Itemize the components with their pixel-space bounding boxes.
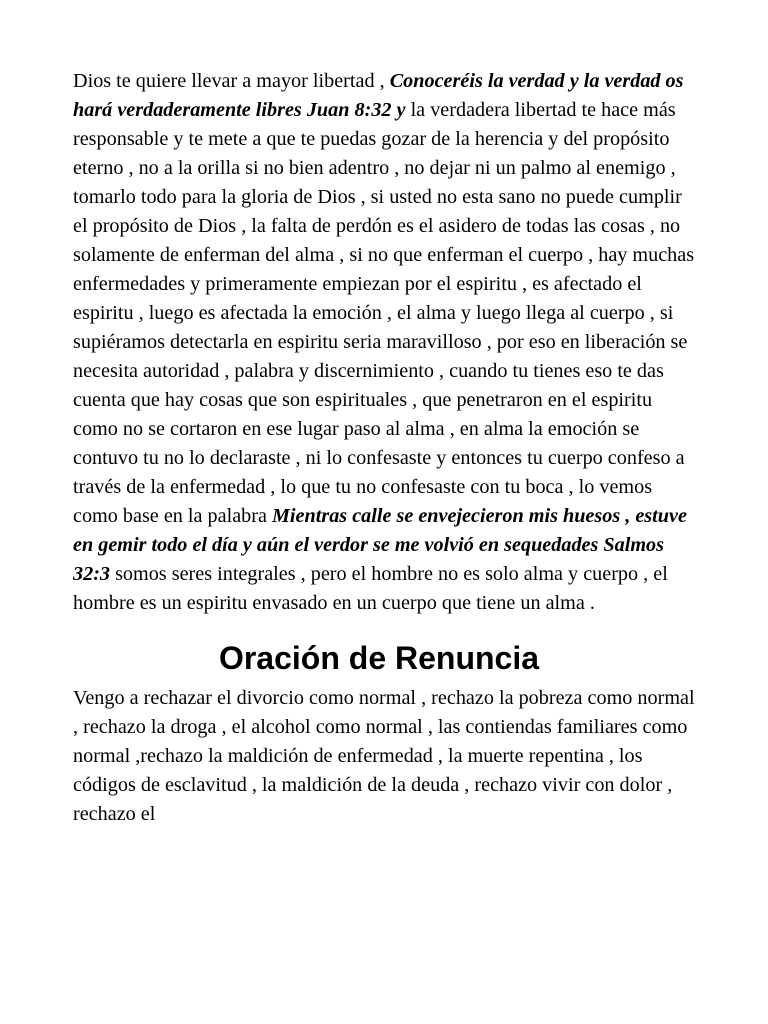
intro-body-text: la verdadera libertad te hace más responsable y te mete a que te puedas gozar de la herencia y del propósito eterno , no a la orilla si no bien adentro , no dejar ni un palmo al enemigo , tomarlo todo para la gloria de Dios , si usted no esta sano no puede cumplir el propósito de Dios , la falta de perdón es el asidero de todas las cosas , no solamente de enferman del alma , si no que enferman el cuerpo , hay muchas enfermedades y primeramente empiezan por el espiritu , es afectado el espiritu , luego es afectada la emoción , el alma y luego llega al cuerpo , si supiéramos detectarla en espiritu seria maravilloso , por eso en liberación se necesita autoridad , palabra y discernimiento , cuando tu tienes eso te das cuenta que hay cosas que son espirituales , que penetraron en el espiritu como no se cortaron en ese lugar paso al alma , en alma la emoción se contuvo tu no lo declaraste , ni lo confesaste y entonces tu cuerpo confeso a través de la enfermedad , lo que tu no confesaste con tu boca , lo vemos como base en la palabra xyxy=(73,99,695,527)
intro-lead-text: Dios te quiere llevar a mayor libertad , xyxy=(73,70,390,92)
intro-tail-text: somos seres integrales , pero el hombre no es solo alma y cuerpo , el hombre es un espiritu envasado en un cuerpo que tiene un alma . xyxy=(73,563,668,614)
scripture-quote-salmos: Mientras calle se envejecieron mis huesos , estuve en gemir todo el día y aún el verdor se me volvió en sequedades Salmos 32:3 xyxy=(73,505,687,585)
renunciation-paragraph: Vengo a rechazar el divorcio como normal , rechazo la pobreza como normal , rechazo la droga , el alcohol como normal , las contiendas familiares como normal ,rechazo la maldición de enfermedad , la muerte repentina , los códigos de esclavitud , la maldición de la deuda , rechazo vivir con dolor , rechazo el xyxy=(73,687,695,825)
scripture-quote-juan: Conoceréis la verdad y la verdad os hará verdaderamente libres Juan 8:32 y xyxy=(73,70,684,121)
section-heading: Oración de Renuncia xyxy=(218,640,540,676)
document-page xyxy=(73,67,698,829)
intro-paragraph xyxy=(73,67,698,618)
